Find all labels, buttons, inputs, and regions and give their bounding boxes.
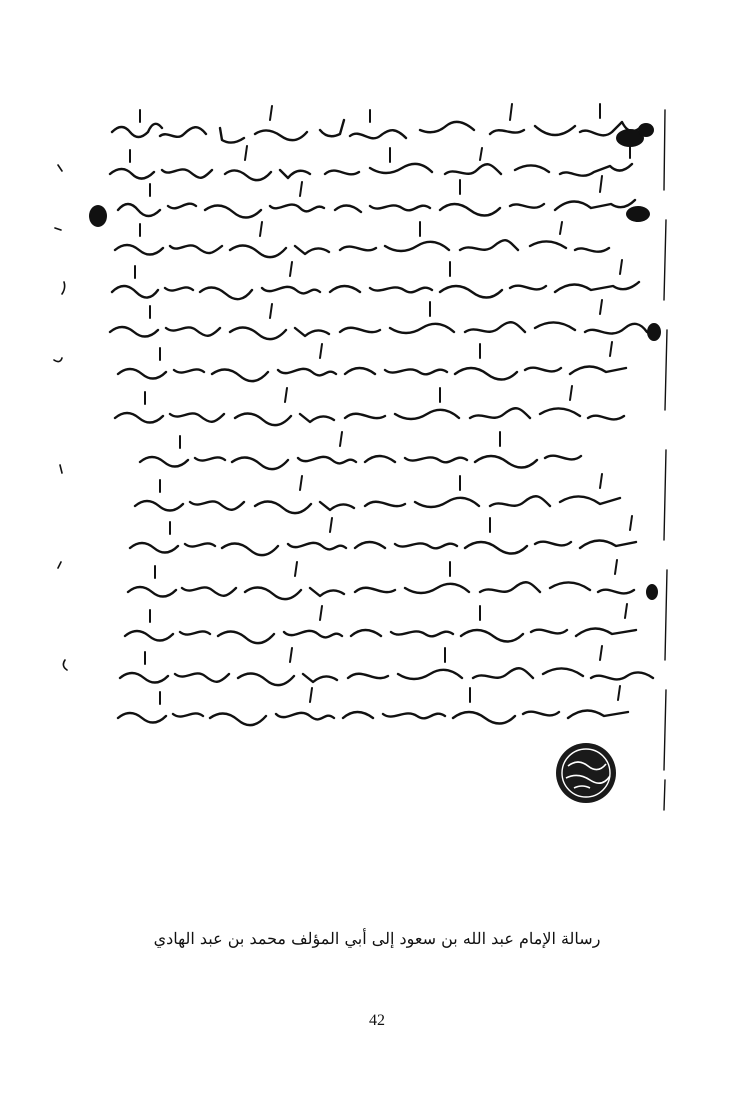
handwritten-manuscript-icon — [40, 70, 720, 830]
handwritten-manuscript-image — [40, 70, 720, 830]
seal-stamp-icon — [556, 743, 616, 803]
figure-caption: رسالة الإمام عبد الله بن سعود إلى أبي المؤلف محمد بن عبد الهادي — [153, 929, 601, 948]
page-number: 42 — [369, 1012, 385, 1029]
